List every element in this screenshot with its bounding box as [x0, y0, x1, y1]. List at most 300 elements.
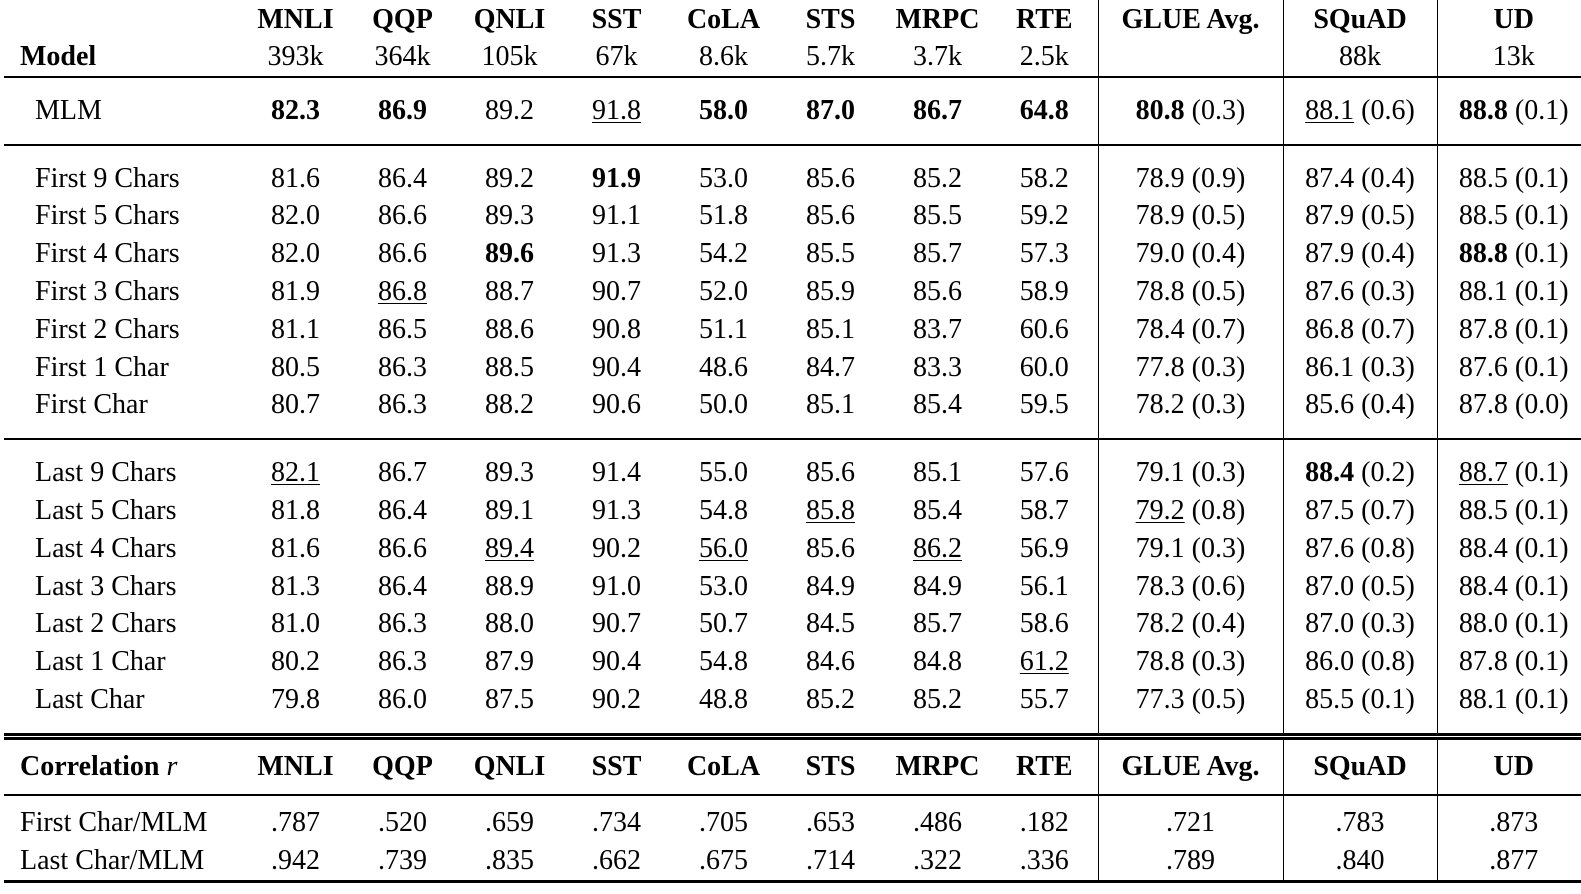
correlation-cell: [884, 842, 991, 882]
correlation-cell: [1098, 842, 1283, 882]
data-cell: [1283, 681, 1437, 734]
cell-value: 87.8: [1458, 646, 1508, 678]
table-row: [4, 273, 1581, 311]
data-cell: [1283, 492, 1437, 530]
cell-value: 48.8: [699, 684, 748, 716]
cell-value: 80.7: [271, 389, 320, 421]
cell-value: 87.6: [1458, 351, 1508, 383]
data-cell: [1437, 492, 1581, 530]
cell-value: 84.6: [806, 646, 855, 678]
cell-value: 84.5: [806, 608, 855, 640]
row-label: Last Char/MLM: [20, 845, 205, 876]
row-label: Last 5 Chars: [35, 495, 177, 527]
data-cell: [884, 530, 991, 568]
data-cell: [670, 273, 777, 311]
cell-value: 86.8: [378, 276, 427, 308]
cell-value: 82.3: [271, 94, 320, 126]
correlation-row: [4, 795, 1581, 842]
corr-header-cola: CoLA: [670, 739, 777, 796]
last-chars-group: [4, 439, 1581, 734]
data-cell: [670, 349, 777, 387]
data-cell: [777, 492, 884, 530]
dataset-size: 88k: [1283, 38, 1437, 77]
cell-value: 87.9: [485, 646, 534, 678]
data-cell: [456, 311, 563, 349]
cell-std: (0.7): [1191, 313, 1246, 345]
data-cell: [884, 235, 991, 273]
data-cell: [1437, 681, 1581, 734]
cell-value: 58.6: [1019, 608, 1069, 640]
data-cell: [777, 198, 884, 236]
table-row: [4, 643, 1581, 681]
cell-value: 58.7: [1019, 495, 1069, 527]
data-cell: [563, 492, 670, 530]
cell-value: .322: [913, 845, 962, 876]
correlation-cell: [1283, 795, 1437, 842]
correlation-cell: [1098, 795, 1283, 842]
cell-value: 85.8: [806, 495, 855, 527]
data-cell: [1437, 198, 1581, 236]
data-cell: [884, 77, 991, 145]
data-cell: [456, 568, 563, 606]
cell-value: 81.0: [271, 608, 320, 640]
cell-value: 86.4: [378, 495, 427, 527]
data-cell: [242, 77, 349, 145]
cell-value: 90.2: [592, 684, 641, 716]
cell-std: (0.4): [1361, 389, 1415, 421]
cell-value: 83.7: [913, 313, 962, 345]
cell-std: (0.1): [1514, 351, 1569, 383]
data-cell: [777, 643, 884, 681]
data-cell: [1283, 568, 1437, 606]
cell-value: 79.8: [271, 684, 320, 716]
cell-std: (0.8): [1361, 646, 1415, 678]
dataset-size: 13k: [1437, 38, 1581, 77]
cell-value: 50.7: [699, 608, 748, 640]
data-cell: [242, 198, 349, 236]
data-cell: [563, 198, 670, 236]
cell-value: .835: [485, 845, 534, 876]
cell-value: 86.3: [378, 389, 427, 421]
cell-std: (0.0): [1514, 389, 1569, 421]
cell-value: 56.0: [699, 532, 748, 564]
cell-value: 89.1: [485, 495, 534, 527]
cell-value: 85.1: [913, 457, 962, 489]
data-cell: [456, 606, 563, 644]
cell-value: 56.1: [1019, 570, 1069, 602]
row-label: Last 2 Chars: [35, 608, 177, 640]
table-row: [4, 568, 1581, 606]
cell-value: 83.3: [913, 351, 962, 383]
cell-value: 78.8: [1135, 646, 1185, 678]
data-cell: [1098, 643, 1283, 681]
cell-std: (0.1): [1514, 457, 1569, 489]
cell-std: (0.1): [1514, 162, 1569, 194]
cell-value: 89.4: [485, 532, 534, 564]
corr-header-ud: UD: [1437, 739, 1581, 796]
cell-value: 86.5: [378, 313, 427, 345]
cell-value: 91.9: [592, 162, 641, 194]
row-label: First 1 Char: [35, 351, 169, 383]
row-label: First 5 Chars: [35, 200, 180, 232]
row-label: Last 4 Chars: [35, 532, 177, 564]
data-cell: [670, 198, 777, 236]
cell-value: 87.8: [1458, 313, 1508, 345]
cell-value: 85.6: [806, 200, 855, 232]
cell-value: 85.4: [913, 495, 962, 527]
data-cell: [670, 145, 777, 198]
correlation-cell: [349, 842, 456, 882]
cell-value: .873: [1489, 807, 1539, 838]
data-cell: [563, 606, 670, 644]
cell-std: (0.7): [1361, 495, 1415, 527]
cell-value: 64.8: [1019, 94, 1069, 126]
table-row: [4, 492, 1581, 530]
data-cell: [991, 492, 1098, 530]
data-cell: [349, 643, 456, 681]
row-label: Last Char: [4, 681, 242, 734]
data-cell: [991, 387, 1098, 440]
data-cell: [1283, 311, 1437, 349]
cell-value: 54.2: [699, 238, 748, 270]
cell-value: 56.9: [1019, 532, 1069, 564]
data-cell: [991, 235, 1098, 273]
data-cell: [1283, 349, 1437, 387]
cell-value: 85.7: [913, 238, 962, 270]
cell-value: 78.2: [1135, 389, 1185, 421]
data-cell: [349, 145, 456, 198]
cell-value: 87.9: [1305, 238, 1355, 270]
cell-value: 91.3: [592, 238, 641, 270]
cell-value: 60.0: [1019, 351, 1069, 383]
cell-std: (0.5): [1361, 200, 1415, 232]
header-blank: [4, 0, 242, 38]
cell-std: (0.3): [1191, 94, 1246, 126]
cell-value: 88.4: [1458, 570, 1508, 602]
table-row: [4, 530, 1581, 568]
cell-value: 57.6: [1019, 457, 1069, 489]
cell-std: (0.1): [1514, 94, 1569, 126]
data-cell: [991, 145, 1098, 198]
cell-value: 88.1: [1305, 94, 1355, 126]
data-cell: [777, 606, 884, 644]
cell-value: 87.6: [1305, 276, 1355, 308]
cell-value: 80.2: [271, 646, 320, 678]
dataset-size: 393k: [242, 38, 349, 77]
cell-value: 48.6: [699, 351, 748, 383]
data-cell: [884, 643, 991, 681]
data-cell: [242, 530, 349, 568]
data-cell: [1283, 530, 1437, 568]
data-cell: [1098, 273, 1283, 311]
data-cell: [563, 145, 670, 198]
data-cell: [242, 492, 349, 530]
cell-value: 87.8: [1458, 389, 1508, 421]
cell-value: 86.3: [378, 646, 427, 678]
cell-std: (0.1): [1514, 646, 1569, 678]
data-cell: [456, 145, 563, 198]
data-cell: [563, 77, 670, 145]
correlation-body: [4, 795, 1581, 882]
cell-std: (0.1): [1514, 276, 1569, 308]
cell-value: 54.8: [699, 646, 748, 678]
cell-std: (0.4): [1361, 162, 1415, 194]
data-cell: [991, 568, 1098, 606]
header-mnli: MNLI: [257, 4, 334, 35]
data-cell: [1098, 439, 1283, 492]
data-cell: [884, 681, 991, 734]
cell-value: 86.0: [378, 684, 427, 716]
correlation-cell: [1437, 795, 1581, 842]
cell-std: (0.3): [1191, 457, 1246, 489]
cell-value: 51.1: [699, 313, 748, 345]
data-cell: [1098, 311, 1283, 349]
cell-value: 88.1: [1458, 684, 1508, 716]
data-cell: [456, 643, 563, 681]
cell-value: 90.2: [592, 532, 641, 564]
cell-value: 78.3: [1135, 570, 1185, 602]
data-cell: [563, 387, 670, 440]
table-row: [4, 387, 1581, 440]
data-cell: [242, 606, 349, 644]
cell-value: 81.6: [271, 532, 320, 564]
cell-value: 57.3: [1019, 238, 1069, 270]
correlation-cell: [242, 795, 349, 842]
data-cell: [777, 681, 884, 734]
cell-value: 88.4: [1458, 532, 1508, 564]
table-row: [4, 439, 1581, 492]
data-cell: [1437, 77, 1581, 145]
data-cell: [456, 349, 563, 387]
cell-value: 85.9: [806, 276, 855, 308]
data-cell: [563, 273, 670, 311]
cell-std: (0.2): [1361, 457, 1415, 489]
data-cell: [456, 387, 563, 440]
row-label: First Char: [35, 389, 148, 421]
cell-value: 85.5: [1305, 684, 1355, 716]
data-cell: [1098, 198, 1283, 236]
header-task-row: [4, 0, 1581, 38]
dataset-size: 8.6k: [670, 38, 777, 77]
data-cell: [991, 273, 1098, 311]
data-cell: [456, 198, 563, 236]
cell-value: 87.5: [485, 684, 534, 716]
correlation-row: [4, 842, 1581, 882]
cell-value: 85.6: [806, 457, 855, 489]
cell-value: .705: [699, 807, 748, 838]
cell-std: (0.5): [1191, 200, 1246, 232]
data-cell: [884, 568, 991, 606]
cell-value: 86.4: [378, 162, 427, 194]
data-cell: [777, 568, 884, 606]
data-cell: [456, 439, 563, 492]
data-cell: [670, 568, 777, 606]
correlation-cell: [991, 795, 1098, 842]
cell-value: 84.7: [806, 351, 855, 383]
data-cell: [1437, 643, 1581, 681]
header-sts: STS: [805, 4, 856, 35]
cell-value: 59.5: [1019, 389, 1069, 421]
cell-value: .787: [271, 807, 320, 838]
row-label: First Char/MLM: [20, 807, 208, 838]
cell-value: .336: [1019, 845, 1069, 876]
cell-value: 88.7: [485, 276, 534, 308]
cell-value: 55.0: [699, 457, 748, 489]
row-label: First 2 Chars: [35, 313, 180, 345]
cell-value: 90.7: [592, 608, 641, 640]
data-cell: [563, 235, 670, 273]
cell-value: 91.4: [592, 457, 641, 489]
data-cell: [670, 606, 777, 644]
cell-value: 85.4: [913, 389, 962, 421]
cell-std: (0.1): [1514, 313, 1569, 345]
cell-value: .840: [1335, 845, 1385, 876]
data-cell: [1437, 235, 1581, 273]
correlation-cell: [563, 842, 670, 882]
data-cell: [563, 568, 670, 606]
corr-header-sts: STS: [777, 739, 884, 796]
cell-value: 88.4: [1305, 457, 1355, 489]
cell-value: 87.0: [1305, 608, 1355, 640]
data-cell: [1098, 145, 1283, 198]
data-cell: [349, 492, 456, 530]
data-cell: [1283, 198, 1437, 236]
cell-value: 85.2: [913, 162, 962, 194]
corr-header-squad: SQuAD: [1283, 739, 1437, 796]
data-cell: [777, 77, 884, 145]
cell-value: .653: [806, 807, 855, 838]
cell-value: 89.6: [485, 238, 534, 270]
cell-value: 86.3: [378, 351, 427, 383]
data-cell: [563, 439, 670, 492]
cell-std: (0.4): [1361, 238, 1415, 270]
data-cell: [349, 235, 456, 273]
data-cell: [563, 643, 670, 681]
cell-value: .734: [592, 807, 641, 838]
data-cell: [242, 643, 349, 681]
data-cell: [1283, 643, 1437, 681]
cell-value: 58.2: [1019, 162, 1069, 194]
correlation-cell: [777, 842, 884, 882]
data-cell: [563, 681, 670, 734]
cell-std: (0.7): [1361, 313, 1415, 345]
correlation-cell: [456, 842, 563, 882]
cell-std: (0.3): [1361, 608, 1415, 640]
cell-value: 88.8: [1458, 238, 1508, 270]
data-cell: [670, 311, 777, 349]
corr-header-sst: SST: [563, 739, 670, 796]
data-cell: [777, 349, 884, 387]
data-cell: [884, 349, 991, 387]
dataset-size: 2.5k: [991, 38, 1098, 77]
cell-value: 88.5: [1458, 495, 1508, 527]
cell-value: 78.4: [1135, 313, 1185, 345]
data-cell: [1098, 77, 1283, 145]
cell-value: 80.5: [271, 351, 320, 383]
cell-value: 84.9: [806, 570, 855, 602]
cell-value: 54.8: [699, 495, 748, 527]
cell-value: .675: [699, 845, 748, 876]
correlation-cell: [1437, 842, 1581, 882]
cell-value: 81.8: [271, 495, 320, 527]
table-row: [4, 77, 1581, 145]
cell-std: (0.1): [1514, 532, 1569, 564]
data-cell: [1283, 387, 1437, 440]
cell-value: 79.2: [1135, 495, 1185, 527]
data-cell: [991, 606, 1098, 644]
row-label: First 4 Chars: [35, 238, 180, 270]
table-row: [4, 198, 1581, 236]
cell-value: 82.0: [271, 238, 320, 270]
cell-value: 90.4: [592, 646, 641, 678]
data-cell: [1098, 568, 1283, 606]
data-cell: [349, 606, 456, 644]
correlation-cell: [242, 842, 349, 882]
cell-value: 86.2: [913, 532, 962, 564]
cell-value: 61.2: [1019, 646, 1069, 678]
cell-std: (0.9): [1191, 162, 1246, 194]
data-cell: [670, 643, 777, 681]
data-cell: [884, 273, 991, 311]
cell-value: 90.7: [592, 276, 641, 308]
data-cell: [884, 492, 991, 530]
cell-std: (0.4): [1191, 238, 1246, 270]
data-cell: [777, 145, 884, 198]
data-cell: [242, 439, 349, 492]
cell-value: .789: [1166, 845, 1215, 876]
cell-value: 59.2: [1019, 200, 1069, 232]
cell-value: 51.8: [699, 200, 748, 232]
cell-value: 89.3: [485, 457, 534, 489]
cell-value: 90.6: [592, 389, 641, 421]
cell-std: (0.3): [1191, 646, 1246, 678]
correlation-variable: r: [166, 751, 178, 782]
data-cell: [242, 311, 349, 349]
correlation-header-row: [4, 739, 1581, 796]
cell-value: 86.1: [1305, 351, 1355, 383]
cell-value: .182: [1019, 807, 1069, 838]
cell-value: 90.8: [592, 313, 641, 345]
cell-value: .486: [913, 807, 962, 838]
cell-value: .721: [1166, 807, 1215, 838]
cell-std: (0.1): [1514, 238, 1569, 270]
dataset-size: 5.7k: [777, 38, 884, 77]
data-cell: [670, 492, 777, 530]
row-label: Last 9 Chars: [4, 439, 242, 492]
cell-value: 86.6: [378, 238, 427, 270]
cell-value: 86.7: [913, 94, 962, 126]
cell-value: 50.0: [699, 389, 748, 421]
data-cell: [242, 235, 349, 273]
header-squad: SQuAD: [1283, 0, 1437, 38]
row-label: First 3 Chars: [35, 276, 180, 308]
cell-value: 91.3: [592, 495, 641, 527]
dataset-size: [1098, 38, 1283, 77]
cell-value: 88.0: [1458, 608, 1508, 640]
correlation-table: [4, 737, 1581, 883]
cell-value: .783: [1335, 807, 1385, 838]
data-cell: [1437, 311, 1581, 349]
cell-value: 78.9: [1135, 162, 1185, 194]
data-cell: [884, 311, 991, 349]
cell-value: 78.2: [1135, 608, 1185, 640]
data-cell: [456, 681, 563, 734]
cell-value: 79.1: [1135, 457, 1185, 489]
header-cola: CoLA: [686, 4, 761, 35]
correlation-cell: [991, 842, 1098, 882]
cell-value: 81.1: [271, 313, 320, 345]
data-cell: [349, 387, 456, 440]
